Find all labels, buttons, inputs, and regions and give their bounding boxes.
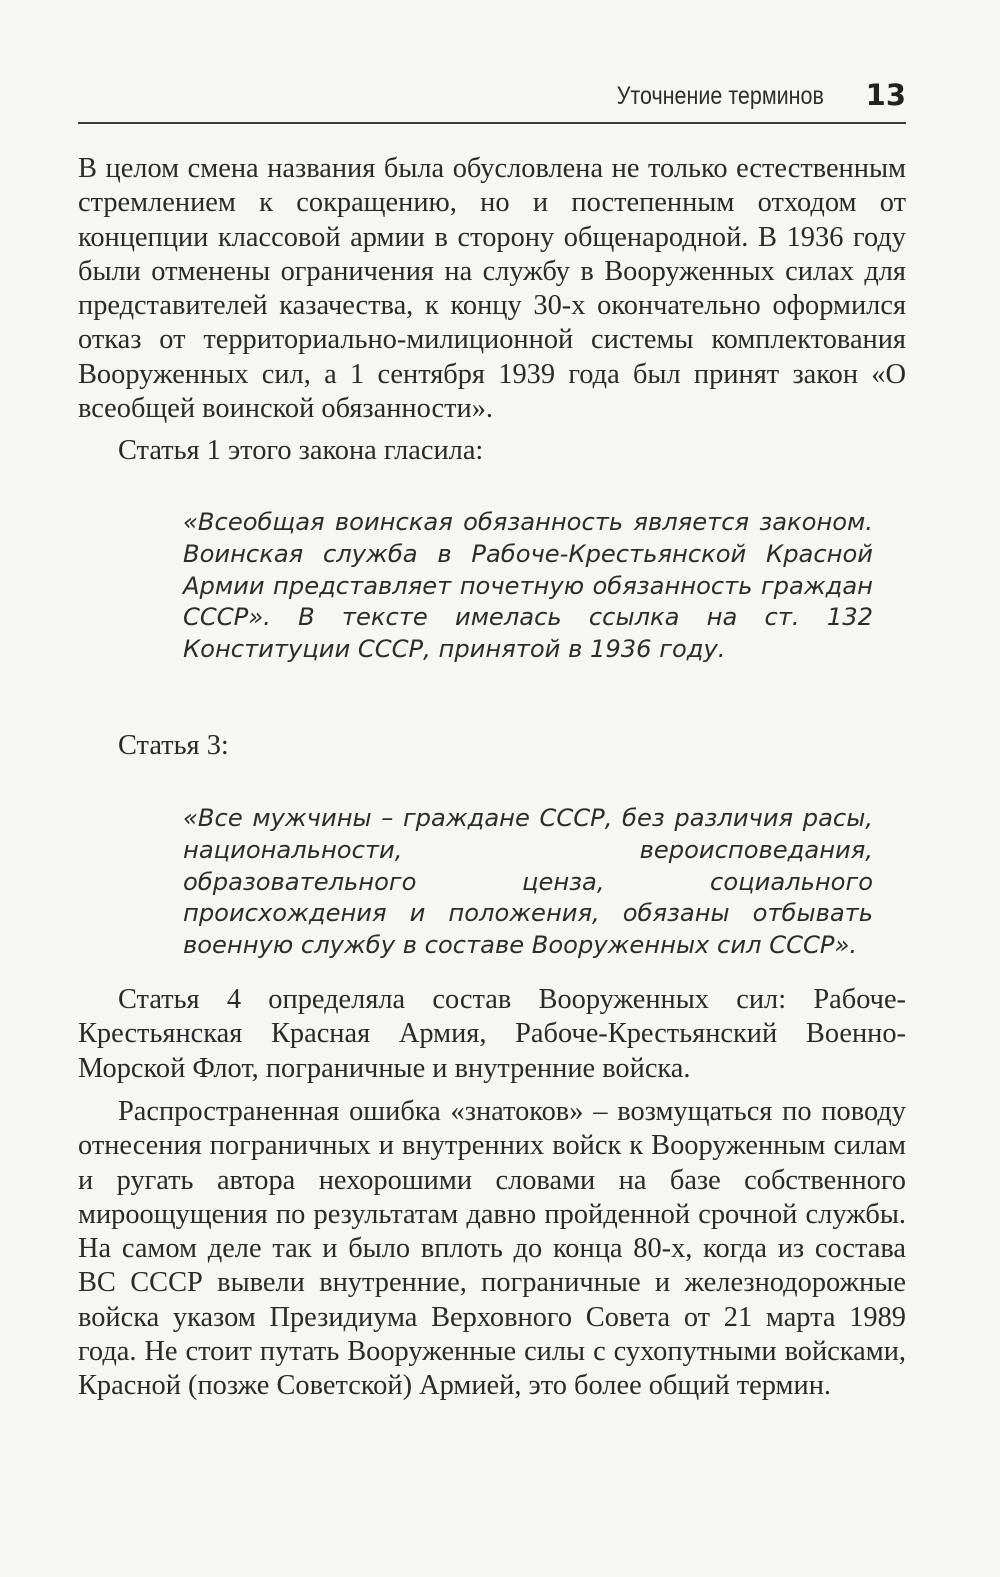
paragraph-article-4: Статья 4 определяла состав Вооруженных сил: Рабоче-Крестьянская Красная Армия, Рабоче-Крестьянский Военно-Морской Флот, пограничные и внутренние войска. [78, 984, 906, 1084]
quote-article-3: «Все мужчины – граждане СССР, без различия расы, национальности, вероисповедания, образовательного ценза, социального происхождения и положения, обязаны отбывать военную службу в составе Вооруженных сил СССР». [183, 804, 873, 960]
article-1-intro: Статья 1 этого закона гласила: [118, 435, 484, 466]
paragraph-common-error: Распространенная ошибка «знатоков» – возмущаться по поводу отнесения пограничных и внутренних войск к Вооруженным силам и ругать автора нехорошими словами на базе собственного мироощущения по результатам давно пройденной срочной службы. На самом деле так и было вплоть до конца 80-х, когда из состава ВС СССР вывели внутренние, пограничные и железнодорожные войска указом Президиума Верховного Совета от 21 марта 1989 года. Не стоит путать Вооруженные силы с сухопутными войсками, Красной (позже Советской) Армией, это более общий термин. [78, 1096, 906, 1402]
page-number: 13 [865, 78, 906, 112]
paragraph-name-change: В целом смена названия была обусловлена не только естественным стремлением к сокращению, но и постепенным отходом от концепции классовой армии в сторону общенародной. В 1936 году были отменены ограничения на службу в Вооруженных силах для представителей казачества, к концу 30-х окончательно оформился отказ от территориально-милиционной системы комплектования Вооруженных сил, а 1 сентября 1939 года был принят закон «О всеобщей воинской обязанности». [78, 153, 906, 425]
running-header [78, 78, 906, 124]
quote-article-1: «Всеобщая воинская обязанность является законом. Воинская служба в Рабоче-Крестьянской Красной Армии представляет почетную обязанность граждан СССР». В тексте имелась ссылка на ст. 132 Конституции СССР, принятой в 1936 году. [183, 508, 873, 664]
section-title: Уточнение терминов [616, 82, 824, 110]
article-3-intro: Статья 3: [118, 730, 229, 761]
